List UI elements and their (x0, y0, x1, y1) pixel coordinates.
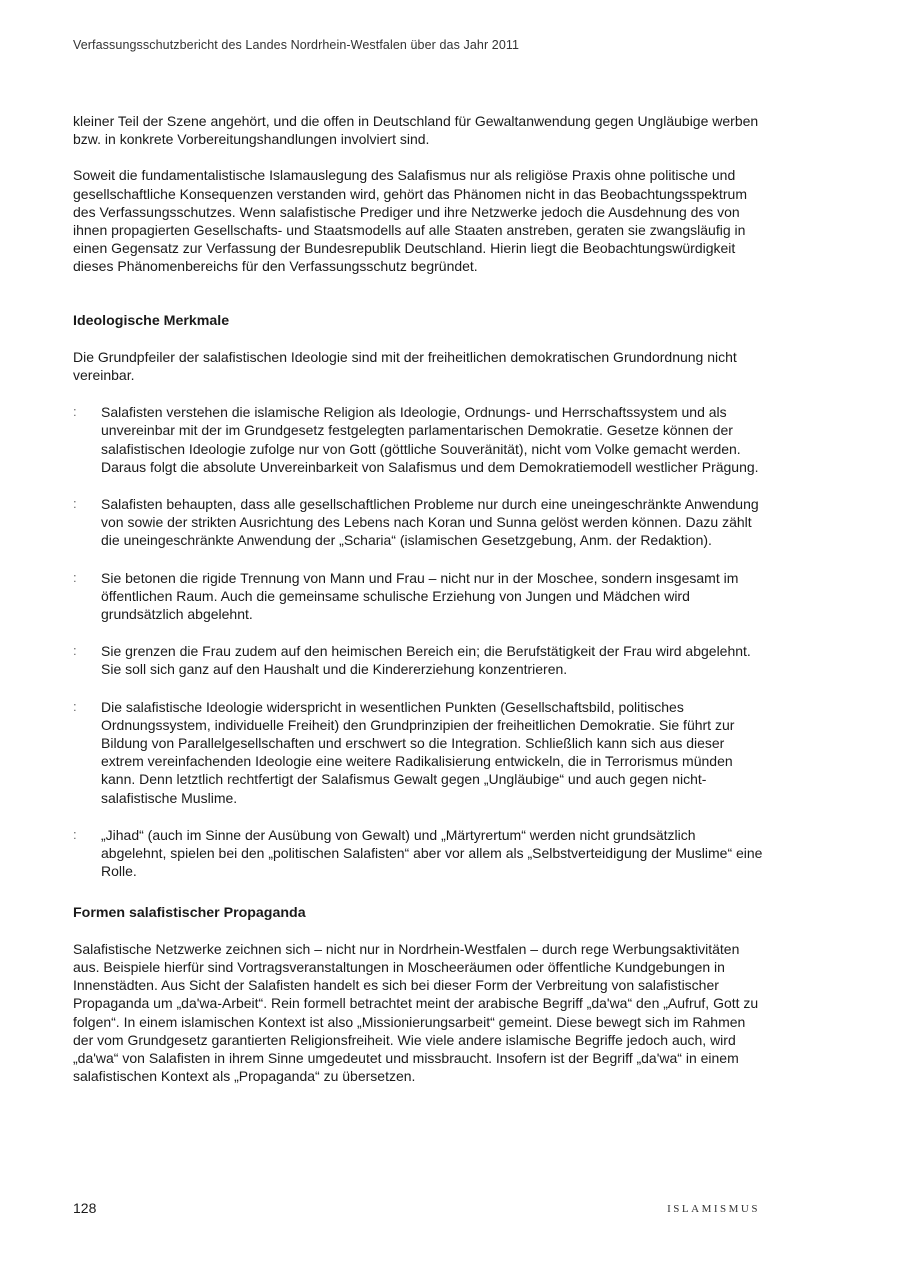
ideology-bullet-list (73, 403, 763, 880)
list-item-text: Sie grenzen die Frau zudem auf den heimischen Bereich ein; die Berufstätigkeit der Frau wird abgelehnt. Sie soll sich ganz auf den Haushalt und die Kindererziehung konzentrieren. (101, 643, 751, 678)
section-heading-ideology: Ideologische Merkmale (73, 312, 230, 329)
continuation-paragraph: kleiner Teil der Szene angehört, und die offen in Deutschland für Gewaltanwendung gegen Ungläubige werben bzw. in konkrete Vorbereitungshandlungen involviert sind. (73, 113, 759, 148)
propaganda-paragraph: Salafistische Netzwerke zeichnen sich – nicht nur in Nordrhein-Westfalen – durch rege Werbungsaktivitäten aus. Beispiele hierfür sind Vortragsveranstaltungen in Moscheeräumen oder öffentliche Kundgebungen in Innenstädten. Aus Sicht der Salafisten handelt es sich bei dieser Form der Verbreitung von salafistischer Propaganda um „da'wa-Arbeit“. Rein formell betrachtet meint der arabische Begriff „da'wa“ den „Aufruf, Gott zu folgen“. In einem islamischen Kontext ist also „Missionierungsarbeit“ gemeint. Diese bewegt sich im Rahmen der vom Grundgesetz garantierten Religionsfreiheit. Wie viele andere islamische Begriffe jedoch auch, wird „da'wa“ von Salafisten in ihrem Sinne umgedeutet und missbraucht. Insofern ist der Begriff „da'wa“ in einem salafistischen Kontext als „Propaganda“ zu übersetzen. (73, 940, 759, 1085)
list-item-text: Salafisten behaupten, dass alle gesellschaftlichen Probleme nur durch eine uneingeschränkte Anwendung von sowie der strikten Ausrichtung des Lebens nach Koran und Sunna gelöst werden können. Dazu zählt die uneingeschränkte Anwendung der „Scharia“ (islamischen Gesetzgebung, Anm. der Redaktion). (101, 496, 759, 549)
bullet-marker: : (73, 496, 77, 512)
bullet-marker: : (73, 569, 77, 585)
list-item-text: Salafisten verstehen die islamische Religion als Ideologie, Ordnungs- und Herrschaftssystem und als unvereinbar mit der im Grundgesetz festgelegten parlamentarischen Demokratie. Gesetze können der salafistischen Ideologie zufolge nur von Gott (göttliche Souveränität), nicht vom Volke gemacht werden. Daraus folgt die absolute Unvereinbarkeit von Salafismus und dem Demokratiemodell westlicher Prägung. (101, 404, 759, 475)
list-item-text: Sie betonen die rigide Trennung von Mann und Frau – nicht nur in der Moschee, sondern insgesamt im öffentlichen Raum. Auch die gemeinsame schulische Erziehung von Jungen und Mädchen wird grundsätzlich abgelehnt. (101, 569, 739, 623)
list-item (73, 826, 763, 881)
running-header: Verfassungsschutzbericht des Landes Nordrhein-Westfalen über das Jahr 2011 (73, 38, 520, 52)
page-body (73, 112, 763, 1085)
page-number: 128 (73, 1200, 97, 1216)
paragraph-observation: Soweit die fundamentalistische Islamauslegung des Salafismus nur als religiöse Praxis ohne politische und gesellschaftliche Konsequenzen verstanden wird, gehört das Phänomen nicht in das Beobachtungsspektrum des Verfassungsschutzes. Wenn salafistische Prediger und ihre Netzwerke jedoch die Ausdehnung des von ihnen propagierten Gesellschafts- und Staatsmodells auf alle Staaten anstreben, geraten sie zwangsläufig in einen Gegensatz zur Verfassung der Bundesrepublik Deutschland. Hierin liegt die Beobachtungswürdigkeit dieses Phänomenbereichs für den Verfassungsschutz begründet. (73, 167, 747, 275)
ideology-intro-paragraph: Die Grundpfeiler der salafistischen Ideologie sind mit der freiheitlichen demokratischen Grundordnung nicht vereinbar. (73, 348, 737, 384)
list-item-text: „Jihad“ (auch im Sinne der Ausübung von Gewalt) und „Märtyrertum“ werden nicht grundsätzlich abgelehnt, spielen bei den „politischen Salafisten“ aber vor allem als „Selbstverteidigung der Muslime“ eine Rolle. (101, 826, 763, 880)
bullet-marker: : (73, 826, 77, 842)
list-item (73, 495, 763, 550)
list-item (73, 569, 763, 624)
list-item (73, 642, 763, 678)
bullet-marker: : (73, 404, 77, 420)
bullet-marker: : (73, 698, 77, 714)
list-item (73, 698, 763, 807)
list-item-text: Die salafistische Ideologie widerspricht in wesentlichen Punkten (Gesellschaftsbild, politisches Ordnungssystem, individuelle Freiheit) den Grundprinzipien der freiheitlichen Demokratie. Sie führt zur Bildung von Parallelgesellschaften und erschwert so die Integration. Schließlich kann sich aus dieser extrem vereinfachenden Ideologie eine weitere Radikalisierung entwickeln, die in Terrorismus münden kann. Denn letztlich rechtfertigt der Salafismus Gewalt gegen „Ungläubige“ und auch gegen nicht-salafistische Muslime. (101, 698, 735, 806)
section-heading-propaganda: Formen salafistischer Propaganda (73, 904, 306, 921)
section-footer-label: ISLAMISMUS (667, 1203, 760, 1215)
bullet-marker: : (73, 643, 77, 659)
list-item (73, 403, 763, 476)
